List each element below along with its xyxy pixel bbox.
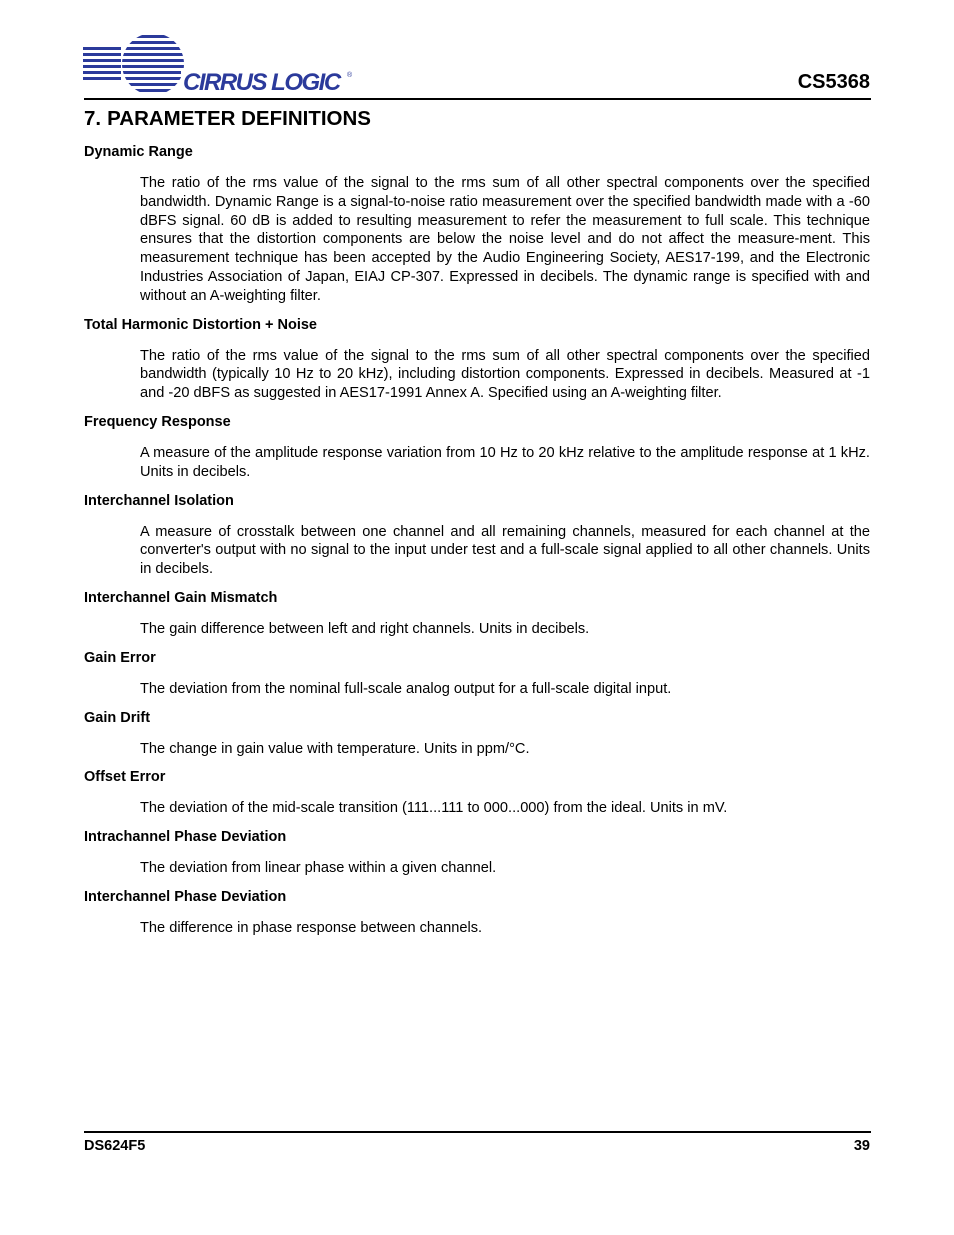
term-definition: The deviation from linear phase within a given channel.	[140, 860, 497, 877]
term-heading: Total Harmonic Distortion + Noise	[84, 316, 317, 333]
term-heading: Interchannel Gain Mismatch	[84, 589, 278, 606]
definition-entry	[84, 709, 870, 759]
term-heading: Interchannel Isolation	[84, 492, 234, 509]
footer-rule	[84, 1131, 871, 1133]
definition-entry	[84, 589, 870, 639]
term-heading: Intrachannel Phase Deviation	[84, 829, 287, 846]
logo-text: CIRRUS LOGIC	[183, 69, 340, 95]
term-heading: Interchannel Phase Deviation	[84, 888, 287, 905]
footer-page-number: 39	[853, 1138, 870, 1154]
term-definition: The deviation from the nominal full-scale analog output for a full-scale digital input.	[140, 680, 672, 697]
definition-entry	[84, 888, 870, 938]
term-definition: The ratio of the rms value of the signal to the rms sum of all other spectral components over the specified bandwidth. Dynamic Range is a signal-to-noise ratio measurement over the specified bandwidth made with a -60 dBFS signal. 60 dB is added to resulting measurement to refer the measurement to full scale. This technique ensures that the distortion components are below the noise level and do not affect the measure-ment. This measurement technique has been accepted by the Audio Engineering Society, AES17-199, and the Electronic Industries Association of Japan, EIAJ CP-307. Expressed in decibels. The dynamic range is specified with and without an A-weighting filter.	[140, 175, 870, 304]
definition-entry	[84, 768, 870, 818]
definition-entry	[84, 828, 870, 878]
term-heading: Offset Error	[84, 769, 166, 786]
section-number: 7.	[84, 107, 102, 130]
definition-entry	[84, 143, 870, 306]
term-definition: The deviation of the mid-scale transition (111...111 to 000...000) from the ideal. Units in mV.	[140, 800, 728, 817]
svg-text:®: ®	[347, 72, 353, 79]
definition-entry	[84, 649, 870, 699]
definitions-list	[84, 143, 870, 948]
cirrus-logic-logo	[83, 33, 358, 95]
term-definition: The difference in phase response between channels.	[140, 919, 483, 936]
term-definition: A measure of crosstalk between one channel and all remaining channels, measured for each channel at the converter's output with no signal to the input under test and a full-scale signal applied to all other channels. Units in decibels.	[140, 523, 870, 578]
footer-document-number: DS624F5	[84, 1138, 146, 1154]
term-definition: The ratio of the rms value of the signal to the rms sum of all other spectral components over the specified bandwidth (typically 10 Hz to 20 kHz), including distortion components. Expressed in decibels. Measured at -1 and -20 dBFS as suggested in AES17-1991 Annex A. Specified using an A-weighting filter.	[140, 347, 870, 402]
definition-entry	[84, 492, 870, 579]
term-definition: The gain difference between left and right channels. Units in decibels.	[140, 620, 590, 637]
section-title-text: PARAMETER DEFINITIONS	[107, 107, 371, 130]
term-heading: Gain Error	[84, 649, 156, 666]
header-rule	[84, 98, 871, 100]
document-part-number: CS5368	[797, 71, 870, 93]
term-heading: Frequency Response	[84, 413, 231, 430]
term-definition: The change in gain value with temperature. Units in ppm/°C.	[140, 740, 530, 757]
definition-entry	[84, 413, 870, 482]
term-heading: Dynamic Range	[84, 144, 193, 160]
term-heading: Gain Drift	[84, 709, 151, 726]
definition-entry	[84, 316, 870, 403]
section-title	[84, 106, 371, 131]
term-definition: A measure of the amplitude response variation from 10 Hz to 20 kHz relative to the amplitude response at 1 kHz. Units in decibels.	[140, 444, 870, 480]
